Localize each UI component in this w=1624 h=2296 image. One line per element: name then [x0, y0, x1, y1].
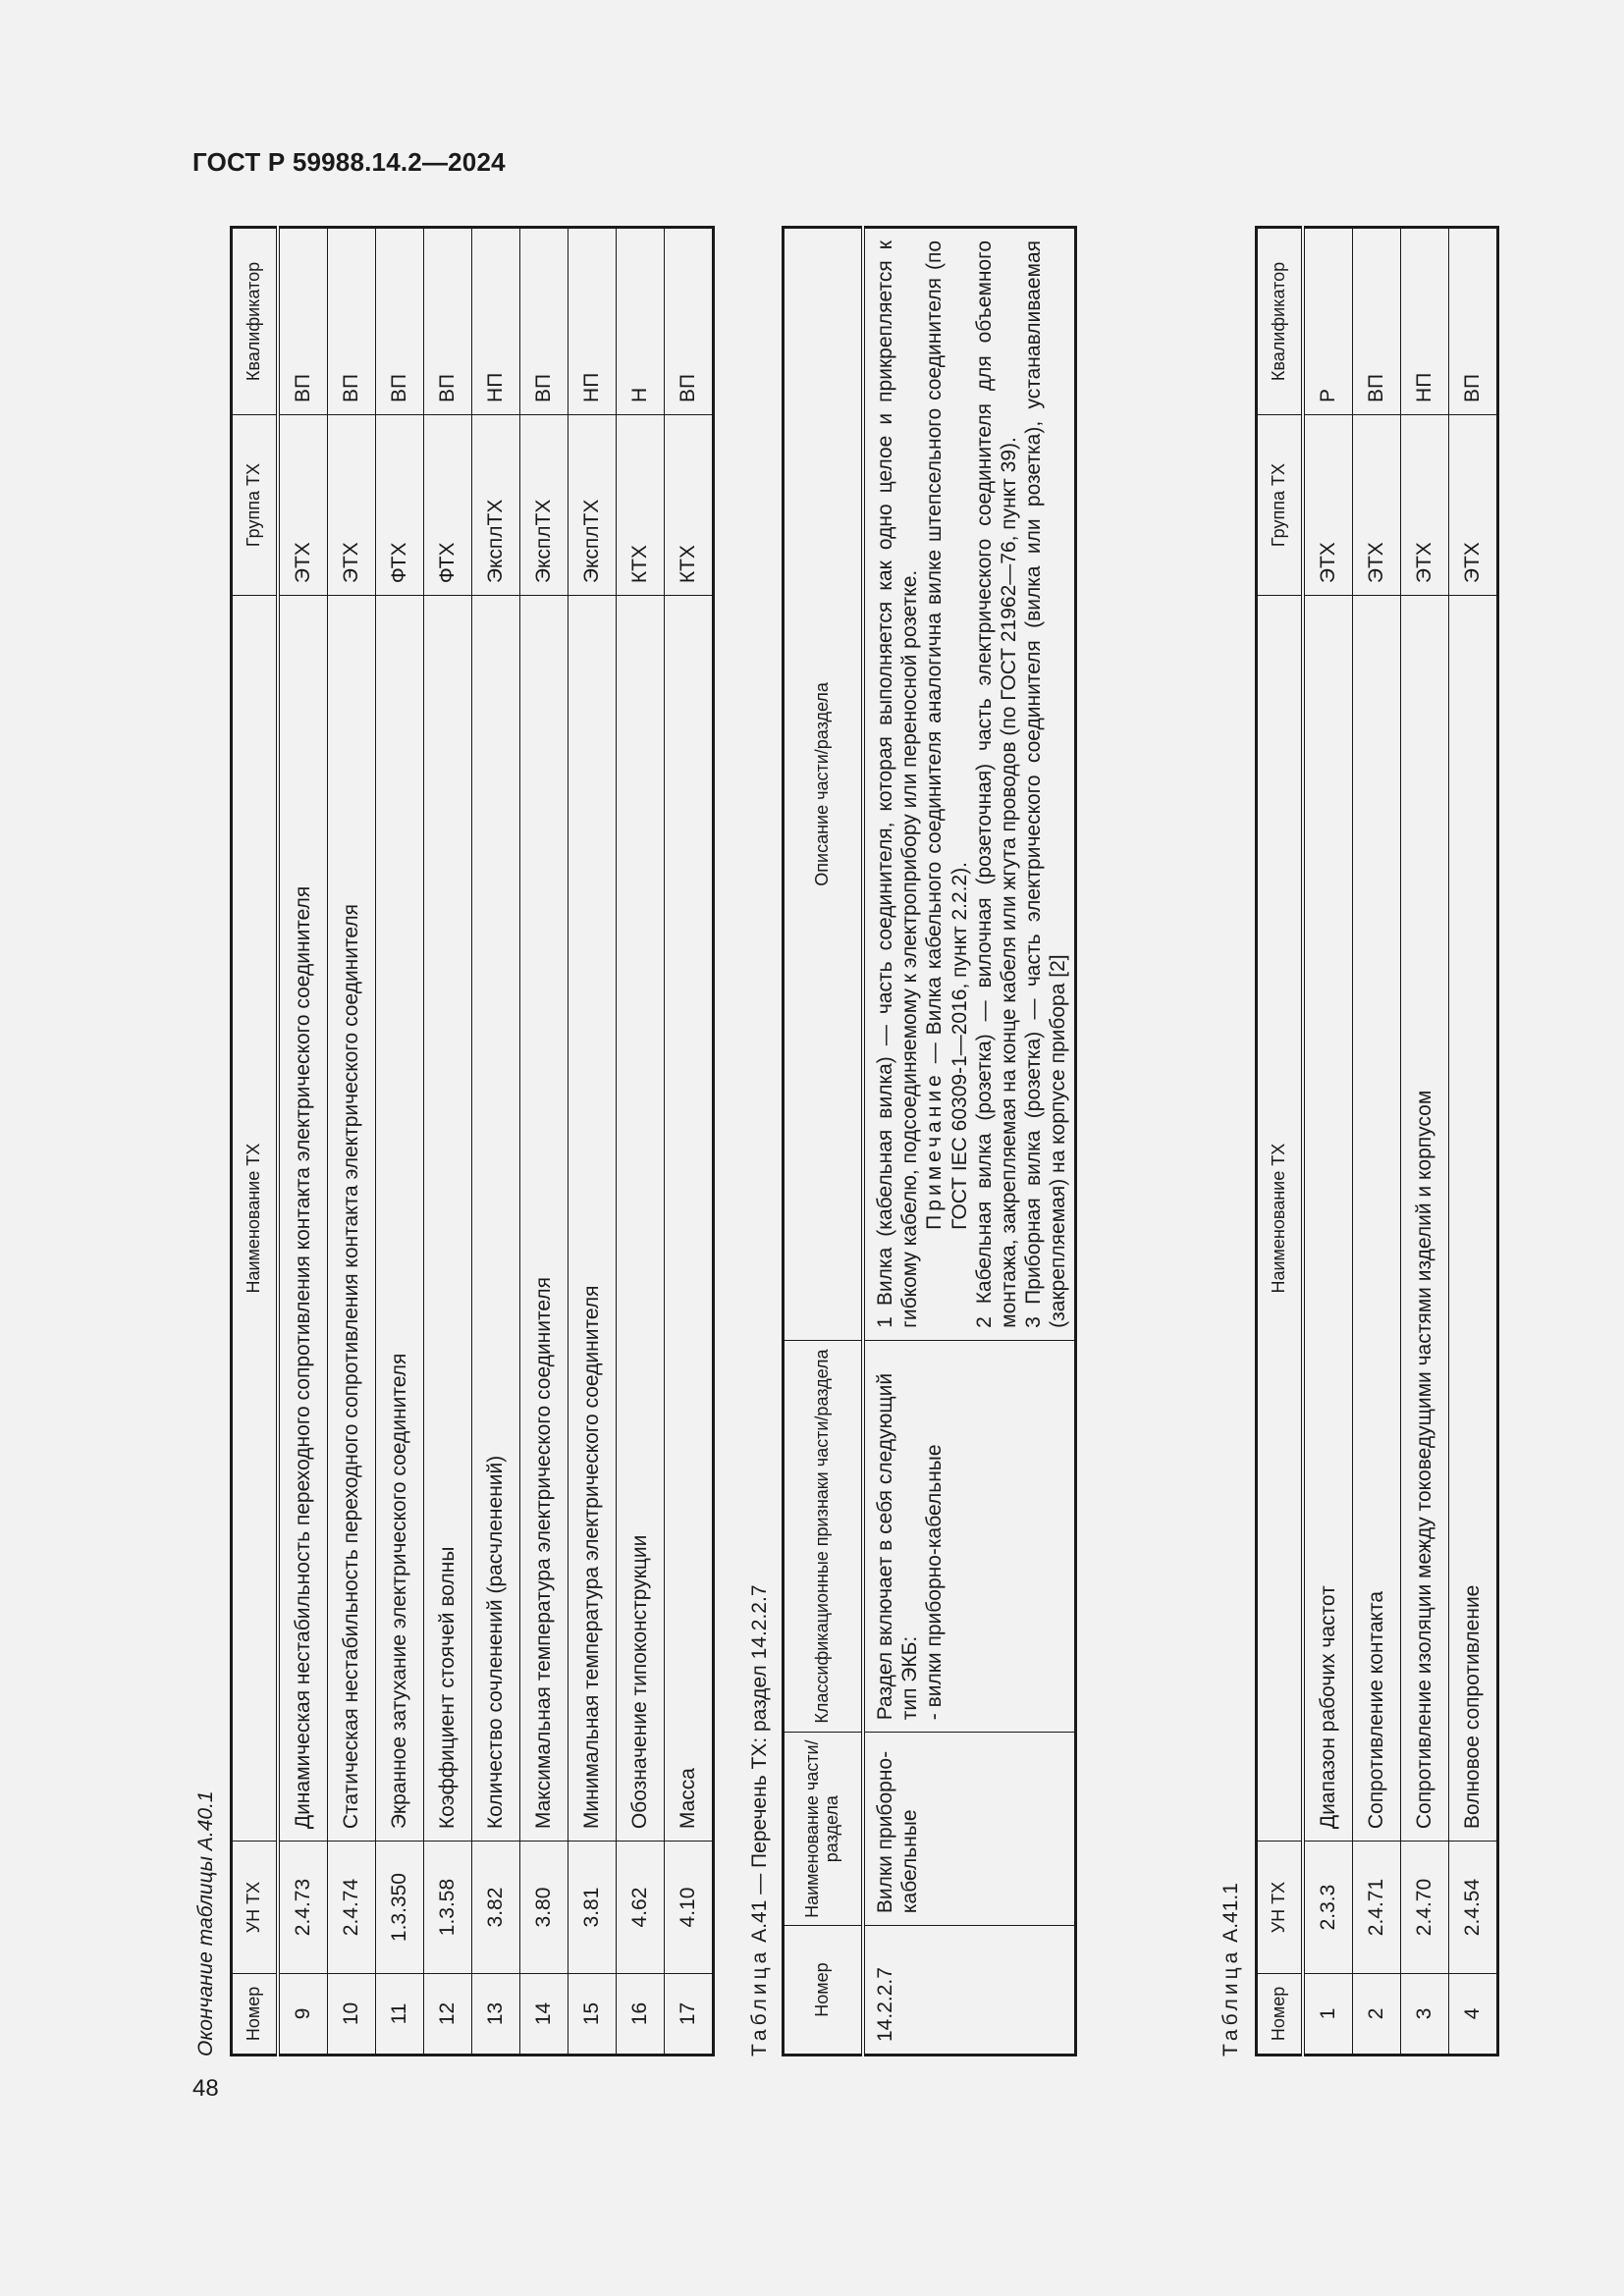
cell-qualifier: ВП: [1449, 228, 1498, 415]
table-row: [1449, 228, 1498, 2056]
cell-un: 3.81: [568, 1842, 617, 1974]
table-a41: [782, 226, 1077, 2056]
col-header-qualifier: Квалификатор: [232, 228, 279, 415]
table1-caption: Окончание таблицы А.40.1: [194, 1790, 217, 2056]
cell-group: ЭТХ: [278, 414, 328, 595]
cell-qualifier: НП: [472, 228, 520, 415]
cell-qualifier: ВП: [424, 228, 472, 415]
cell-number: 13: [472, 1973, 520, 2055]
table-header-row: [1257, 228, 1304, 2056]
table-header-row: [232, 228, 279, 2056]
table-row: [1353, 228, 1401, 2056]
cell-number: 14: [520, 1973, 568, 2055]
cell-un: 1.3.350: [376, 1842, 424, 1974]
cell-un: 4.10: [665, 1842, 714, 1974]
cell-number: 14.2.2.7: [863, 1926, 1075, 2056]
cell-qualifier: ВП: [278, 228, 328, 415]
table-row: [1401, 228, 1449, 2056]
cell-number: 16: [617, 1973, 665, 2055]
table2-caption-label: Таблица: [748, 1948, 771, 2056]
cell-number: 11: [376, 1973, 424, 2055]
cell-group: ЭТХ: [1303, 414, 1353, 595]
cell-name: Статическая нестабильность переходного сопротивления контакта электрического соединителя: [328, 596, 376, 1842]
cell-group: ЭксплТХ: [520, 414, 568, 595]
cell-name: Обозначение типоконструкции: [617, 596, 665, 1842]
table-row: [568, 228, 617, 2056]
col-header-name: Наименование ТХ: [232, 596, 279, 1842]
cell-number: 4: [1449, 1973, 1498, 2055]
table-row: [520, 228, 568, 2056]
cell-group: ЭксплТХ: [568, 414, 617, 595]
cell-group: ЭТХ: [1353, 414, 1401, 595]
col-header-number: Номер: [1257, 1973, 1304, 2055]
cell-name: Сопротивление изоляции между токоведущими частями изделий и корпусом: [1401, 596, 1449, 1842]
cell-un: 1.3.58: [424, 1842, 472, 1974]
cell-group: ЭТХ: [1401, 414, 1449, 595]
cell-un: 3.80: [520, 1842, 568, 1974]
col-header-features: Классификационные признаки части/раздела: [784, 1340, 864, 1732]
col-header-part-name: Наименование части/раздела: [784, 1733, 864, 1926]
description-item-2: 2 Кабельная вилка (розетка) — вилочная (розеточная) часть электрического соединителя для объемного монтажа, закрепляемая на конце кабеля или жгута проводов (по ГОСТ 21962—76, пункт 39).: [972, 240, 1020, 1328]
cell-name: Максимальная температура электрического соединителя: [520, 596, 568, 1842]
cell-number: 2: [1353, 1973, 1401, 2055]
note-text: — Вилка кабельного соединителя аналогична вилке штепсельного соединителя (по ГОСТ IEC 60309-1—2016, пункт 2.2.2).: [923, 240, 971, 1230]
cell-group: КТХ: [665, 414, 714, 595]
cell-number: 17: [665, 1973, 714, 2055]
cell-group: ЭТХ: [1449, 414, 1498, 595]
cell-name: Диапазон рабочих частот: [1303, 596, 1353, 1842]
table-row: [278, 228, 328, 2056]
cell-name: Экранное затухание электрического соединителя: [376, 596, 424, 1842]
col-header-number: Номер: [232, 1973, 279, 2055]
cell-qualifier: ВП: [520, 228, 568, 415]
table-row: [472, 228, 520, 2056]
col-header-group: Группа ТХ: [232, 414, 279, 595]
col-header-un: УН ТХ: [1257, 1842, 1304, 1974]
col-header-description: Описание части/раздела: [784, 228, 864, 1341]
cell-number: 1: [1303, 1973, 1353, 2055]
cell-qualifier: Р: [1303, 228, 1353, 415]
cell-number: 9: [278, 1973, 328, 2055]
col-header-number: Номер: [784, 1926, 864, 2056]
cell-un: 2.4.71: [1353, 1842, 1401, 1974]
cell-un: 2.4.74: [328, 1842, 376, 1974]
cell-description: [863, 228, 1075, 1341]
table-a41-1: [1255, 226, 1499, 2056]
cell-qualifier: НП: [1401, 228, 1449, 415]
col-header-un: УН ТХ: [232, 1842, 279, 1974]
cell-group: ФТХ: [376, 414, 424, 595]
cell-qualifier: ВП: [328, 228, 376, 415]
cell-un: 3.82: [472, 1842, 520, 1974]
rotated-content: [192, 226, 1508, 2056]
table-row: [376, 228, 424, 2056]
cell-name: Количество сочленений (расчленений): [472, 596, 520, 1842]
table3-caption: [1219, 1883, 1243, 2056]
table2-caption: [748, 1585, 772, 2057]
table-row: [863, 228, 1075, 2056]
table3-caption-text: А.41.1: [1219, 1883, 1242, 1943]
cell-name: Минимальная температура электрического соединителя: [568, 596, 617, 1842]
cell-features: Раздел включает в себя следующий тип ЭКБ: - вилки приборно-кабельные: [863, 1340, 1075, 1732]
cell-un: 2.3.3: [1303, 1842, 1353, 1974]
cell-number: 10: [328, 1973, 376, 2055]
table3-caption-label: Таблица: [1219, 1948, 1242, 2056]
table-a40-1-end: [230, 226, 715, 2056]
document-header: ГОСТ Р 59988.14.2—2024: [192, 147, 506, 177]
cell-qualifier: Н: [617, 228, 665, 415]
cell-group: ЭксплТХ: [472, 414, 520, 595]
table-row: [328, 228, 376, 2056]
table-row: [665, 228, 714, 2056]
cell-un: 2.4.73: [278, 1842, 328, 1974]
cell-name: Коэффициент стоячей волны: [424, 596, 472, 1842]
cell-un: 4.62: [617, 1842, 665, 1974]
cell-qualifier: ВП: [1353, 228, 1401, 415]
page-number: 48: [192, 2075, 219, 2102]
table-header-row: [784, 228, 864, 2056]
description-note: [922, 240, 971, 1328]
cell-name: Сопротивление контакта: [1353, 596, 1401, 1842]
cell-qualifier: ВП: [376, 228, 424, 415]
cell-number: 15: [568, 1973, 617, 2055]
cell-un: 2.4.54: [1449, 1842, 1498, 1974]
col-header-group: Группа ТХ: [1257, 414, 1304, 595]
description-item-1: 1 Вилка (кабельная вилка) — часть соединителя, которая выполняется как одно целое и прикрепляется к гибкому кабелю, подсоединяемому к электроприбору или переносной розетке.: [874, 240, 922, 1328]
table-row: [424, 228, 472, 2056]
cell-name: Масса: [665, 596, 714, 1842]
cell-name: Волновое сопротивление: [1449, 596, 1498, 1842]
col-header-qualifier: Квалификатор: [1257, 228, 1304, 415]
table-row: [1303, 228, 1353, 2056]
cell-qualifier: ВП: [665, 228, 714, 415]
note-label: Примечание: [923, 1071, 947, 1230]
table2-caption-text: А.41 — Перечень ТХ: раздел 14.2.2.7: [748, 1584, 771, 1943]
cell-name: Динамическая нестабильность переходного сопротивления контакта электрического соединителя: [278, 596, 328, 1842]
description-item-3: 3 Приборная вилка (розетка) — часть электрического соединителя (вилка или розетка), устанавливаемая (закрепляемая) на корпусе прибора [2]: [1022, 240, 1070, 1328]
cell-number: 3: [1401, 1973, 1449, 2055]
cell-group: КТХ: [617, 414, 665, 595]
col-header-name: Наименование ТХ: [1257, 596, 1304, 1842]
cell-qualifier: НП: [568, 228, 617, 415]
cell-part-name: Вилки приборно-кабельные: [863, 1733, 1075, 1926]
table-row: [617, 228, 665, 2056]
cell-number: 12: [424, 1973, 472, 2055]
cell-group: ЭТХ: [328, 414, 376, 595]
cell-un: 2.4.70: [1401, 1842, 1449, 1974]
cell-group: ФТХ: [424, 414, 472, 595]
